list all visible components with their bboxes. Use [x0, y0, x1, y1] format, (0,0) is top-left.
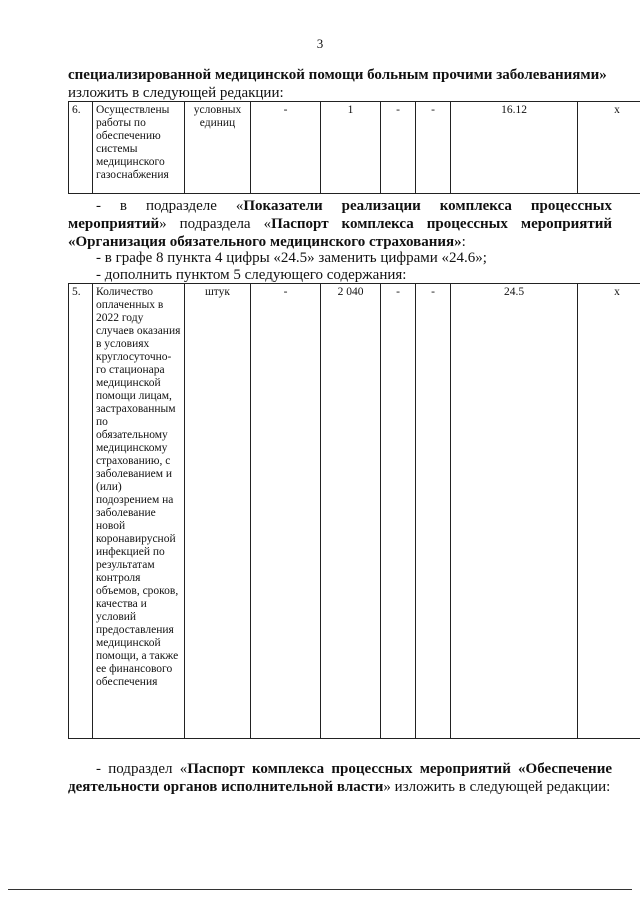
final-text-2: » изложить в следующей редакции:: [383, 779, 611, 795]
page-number: 3: [316, 36, 324, 51]
row-col6: -: [381, 284, 416, 739]
table-row: [69, 102, 640, 194]
row-name: Количество оплаченных в 2022 году случаев оказания в условиях круглосуточно-го стационара медицинской помощи лицам, застрахованным по обязательному медицинскому страхованию, с заболеванием и (или) подозрением на заболевание новой коронавирусной инфекцией по результатам контроля объемов, сроков, качества и условий предоставления медицинской помощи, а также ее финансового обеспечения: [93, 284, 185, 739]
row-col4: -: [251, 284, 321, 739]
page-bottom-rule: [8, 889, 632, 890]
final-bold-1: Паспорт комплекса процессных мероприятий «Обеспечение деятельности органов исполнительной власти: [68, 761, 613, 795]
row-col9: x: [578, 102, 640, 194]
row-unit: условных единиц: [185, 102, 251, 194]
table-oms-cases: [68, 283, 640, 739]
intro-tail: изложить в следующей редакции:: [68, 85, 284, 101]
table-row: [69, 284, 640, 739]
row-col5: 1: [321, 102, 381, 194]
row-col7: -: [416, 284, 451, 739]
row-name: Осуществлены работы по обеспечению системы медицинского газоснабжения: [93, 102, 185, 194]
section-text-2: » подраздела «: [159, 216, 272, 232]
row-unit: штук: [185, 284, 251, 739]
row-col7: -: [416, 102, 451, 194]
row-col5: 2 040: [321, 284, 381, 739]
bullet-replace: - в графе 8 пункта 4 цифры «24.5» заменить цифрами «24.6»;: [96, 250, 487, 266]
section-text-3: :: [461, 234, 466, 250]
final-text-1: - подраздел «: [96, 761, 188, 777]
section-text-1: - в подразделе «: [96, 198, 244, 214]
section-bold-1: Показатели реализации комплекса процессных мероприятий: [68, 198, 612, 232]
intro-paragraph: [68, 66, 612, 102]
row-col8: 24.5: [451, 284, 578, 739]
row-col6: -: [381, 102, 416, 194]
row-col9: x: [578, 284, 640, 739]
row-number: 6.: [69, 102, 93, 194]
row-number: 5.: [69, 284, 93, 739]
bullet-add: - дополнить пунктом 5 следующего содержания:: [96, 267, 407, 283]
row-col8: 16.12: [451, 102, 578, 194]
section-paragraph: [68, 197, 612, 251]
table-gas-supply: [68, 101, 640, 194]
intro-heading: специализированной медицинской помощи больным прочими заболеваниями»: [68, 67, 607, 83]
final-paragraph: [68, 760, 612, 796]
row-col4: -: [251, 102, 321, 194]
section-bold-2: Паспорт комплекса процессных мероприятий «Организация обязательного медицинского страхования»: [68, 216, 612, 250]
